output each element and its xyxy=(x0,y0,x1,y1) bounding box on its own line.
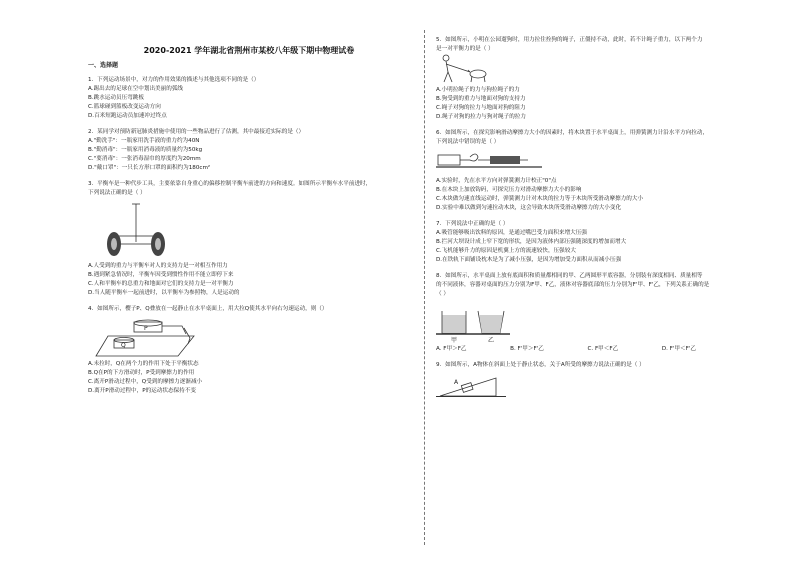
option: A.小明拉绳子的力与狗拉绳子的力 xyxy=(436,87,520,93)
question-6 xyxy=(436,129,758,213)
question-stem: 下列说法正确的是（ ） xyxy=(88,190,146,196)
option: C.木块做匀速直线运动时，弹簧测力计对木块的拉力等于木块所受滑动摩擦力的大小 xyxy=(436,196,644,202)
question-stem: 1．下列运动场景中，对力的作用效果的描述与其他选项不同的是（） xyxy=(88,77,260,83)
question-5 xyxy=(436,36,758,122)
question-8 xyxy=(436,272,758,354)
option: D. F'甲＜F'乙 xyxy=(661,346,696,352)
label-yi: 乙 xyxy=(488,337,495,343)
question-stem: 的不同液体，容器对桌面的压力分别为F甲、F乙，液体对容器底部的压力分别为F'甲、F'乙，下列关系正确的是 xyxy=(436,282,710,288)
question-stem: 是一对平衡力的是（ ） xyxy=(436,46,494,52)
option: D."戴口罩"：一只长方形口罩的面积约为180cm² xyxy=(88,165,211,171)
option: A.实验时，先在水平方向对弹簧测力计校正"0"点 xyxy=(436,178,557,184)
label-q: Q xyxy=(121,342,126,349)
option: D.绳子对狗的拉力与狗对绳子的拉力 xyxy=(436,114,526,120)
option: A."勤洗手"：一瓶家用洗手液的重力约为40N xyxy=(88,138,200,144)
question-1 xyxy=(88,76,410,121)
option: A.吸管能够吸出饮料的原因，是通过嘴巴受力面积来增大压强 xyxy=(436,230,587,236)
option: A.未拉时，Q在两个力的作用下处于平衡状态 xyxy=(88,361,199,367)
option: D.在铁轨下面铺设枕木是为了减小压强，是因为增加受力面积从而减小压强 xyxy=(436,257,622,263)
question-stem: 4．如图所示，樱子P、Q叠放在一起静止在水平桌面上，用大拉Q使其水平向右匀速运动，则（） xyxy=(88,306,328,312)
left-column xyxy=(88,36,410,396)
question-stem: （ ） xyxy=(436,291,449,297)
option: A.人受到的重力与平衡车对人的支持力是一对相互作用力 xyxy=(88,263,228,269)
option: B.遇到紧急情况时，平衡车因受到惯性作用不能立即停下来 xyxy=(88,272,234,278)
option: A.踢出去的足球在空中划出美丽的弧线 xyxy=(88,86,184,92)
option: B."勤消毒"：一瓶家用消毒液的质量约为50kg xyxy=(88,147,203,153)
option: D.离开P滑动过程中，P的运动状态保持不变 xyxy=(88,388,196,394)
question-4 xyxy=(88,305,410,396)
option: D.实验中难以做到匀速拉动木块，这会导致木块所受滑动摩擦力的大小变化 xyxy=(436,205,622,211)
label-p: P xyxy=(144,325,148,332)
question-3 xyxy=(88,180,410,298)
option: B.在木块上加放钩码，可探究压力对滑动摩擦力大小的影响 xyxy=(436,187,582,193)
option: B.Q在P的下方滑动时，P受到摩擦力的作用 xyxy=(88,370,195,376)
incline-figure xyxy=(436,370,758,400)
page-title: 2020-2021 学年湖北省荆州市某校八年级下期中物理试卷 xyxy=(143,46,355,55)
question-9 xyxy=(436,361,758,400)
question-stem: 5．如图所示，小明在公园遛狗时，用力拉住拴狗的绳子，正僵持不动，此时，若不计绳子重力，以下两个力 xyxy=(436,37,703,43)
question-stem: 6．如图所示，在探究影响滑动摩擦力大小的因素时，将木块置于水平桌面上，用弹簧测力计沿水平方向拉动， xyxy=(436,130,709,136)
balance-scooter-figure xyxy=(88,198,410,262)
option: B.拦河大坝设计成上窄下宽的形状，是因为液体内部压强随深度的增加而增大 xyxy=(436,239,627,245)
question-stem: 2．某同学对预防新冠肺炎措施中使用的一些物品进行了估测，其中最接近实际的是（） xyxy=(88,129,305,135)
question-stem: 3．平衡车是一种代步工具，主要依靠自身重心的偏移控制平衡车前进的方向和速度。如图所示平衡车水平前进时， xyxy=(88,181,372,187)
option: C.人和平衡车的总重力和地面对它们的支持力是一对平衡力 xyxy=(88,281,234,287)
question-stem: 8．如图所示，水平桌面上放有底面积和质量都相同的甲、乙两圆形平底容器，分别装有深度相同、质量相等 xyxy=(436,273,703,279)
option: A. F甲＞F乙 xyxy=(436,346,467,352)
option: B.跳水运动员压弯跳板 xyxy=(88,95,144,101)
question-2 xyxy=(88,128,410,173)
option: C. F甲＜F乙 xyxy=(587,346,619,352)
option: B. F'甲＞F'乙 xyxy=(510,346,544,352)
option: D.当人随平衡车一起前进时，以平衡车为参照物，人是运动的 xyxy=(88,290,240,296)
column-divider xyxy=(424,30,425,545)
option: C.绳子对狗的拉力与地面对狗的阻力 xyxy=(436,105,526,111)
question-stem: 9．如图所示，A物体在斜面上处于静止状态，关于A所受的摩擦力说法正确的是（ ） xyxy=(436,362,645,368)
option: C.离开P滑动过程中，Q受到的摩擦力逐渐减小 xyxy=(88,379,203,385)
label-jia: 甲 xyxy=(451,337,458,343)
option: D.百米短跑运动员加速冲过终点 xyxy=(88,113,167,119)
right-column xyxy=(436,36,758,400)
spring-scale-figure xyxy=(436,147,758,177)
question-stem: 下列说法中错误的是（ ） xyxy=(436,139,500,145)
question-stem: 7．下列说法中正确的是（ ） xyxy=(436,221,509,227)
option: C.飞机能够升力的原因是机翼上方的流速较快，压强较大 xyxy=(436,248,576,254)
containers-figure xyxy=(436,299,758,345)
section-heading: 一、选择题 xyxy=(88,62,119,69)
question-7 xyxy=(436,220,758,265)
label-a: A xyxy=(454,379,459,386)
stacked-blocks-figure xyxy=(88,314,410,360)
option: B.狗受到的重力与地面对狗的支持力 xyxy=(436,96,526,102)
option: C.篮球碰到篮板改变运动方向 xyxy=(88,104,161,110)
option: C."要消毒"：一张消毒湿巾的厚度约为20mm xyxy=(88,156,201,162)
dog-walking-figure xyxy=(436,54,758,86)
